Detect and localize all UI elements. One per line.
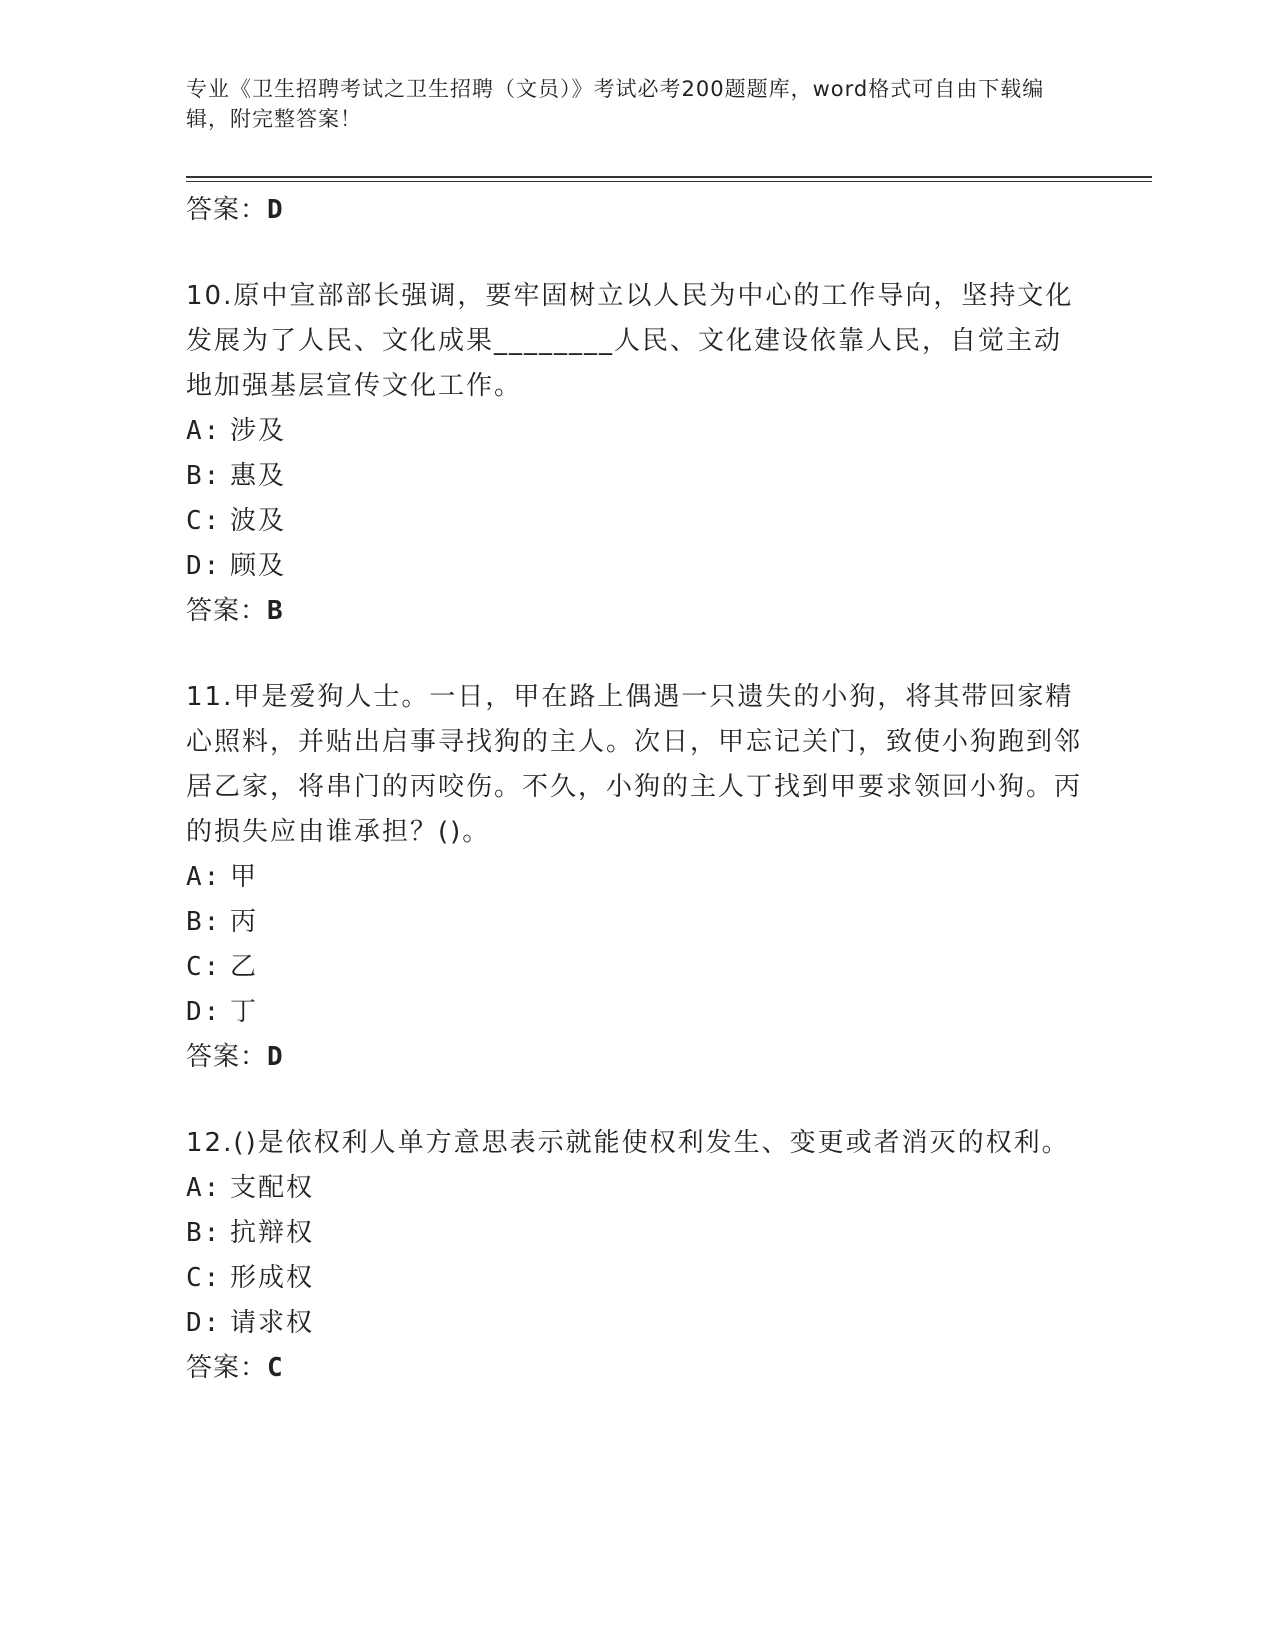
answer-label: 答案： (186, 195, 268, 225)
answer-label: 答案： (186, 1353, 268, 1383)
option-text: 支配权 (230, 1173, 315, 1203)
option-text: 丁 (230, 997, 259, 1027)
question-stem: 12.()是依权利人单方意思表示就能使权利发生、变更或者消灭的权利。 (186, 1128, 1070, 1158)
option-key: C: (186, 1263, 222, 1293)
option-text: 波及 (230, 506, 287, 536)
option-text: 惠及 (230, 461, 287, 491)
question-10 (186, 274, 1086, 633)
option-key: A: (186, 1173, 222, 1203)
option-key: A: (186, 862, 222, 892)
option-text: 顾及 (230, 551, 287, 581)
answer-label: 答案： (186, 1042, 268, 1072)
option-key: D: (186, 997, 222, 1027)
question-12 (186, 1121, 1086, 1390)
question-stem: 11.甲是爱狗人士。一日，甲在路上偶遇一只遗失的小狗，将其带回家精心照料，并贴出启事寻找狗的主人。次日，甲忘记关门，致使小狗跑到邻居乙家，将串门的丙咬伤。不久，小狗的主人丁找到甲要求领回小狗。丙的损失应由谁承担？()。 (186, 682, 1083, 847)
option-text: 形成权 (230, 1263, 315, 1293)
answer-label: 答案： (186, 596, 268, 626)
option-b (186, 1211, 1086, 1256)
option-text: 丙 (230, 907, 259, 937)
option-a (186, 409, 1086, 454)
option-text: 请求权 (230, 1308, 315, 1338)
option-c (186, 1256, 1086, 1301)
question-answer (186, 1346, 1086, 1390)
question-stem: 10.原中宣部部长强调，要牢固树立以人民为中心的工作导向，坚持文化发展为了人民、文化成果________人民、文化建设依靠人民，自觉主动地加强基层宣传文化工作。 (186, 281, 1074, 401)
option-key: C: (186, 952, 222, 982)
option-text: 涉及 (230, 416, 287, 446)
option-a (186, 855, 1086, 900)
question-11 (186, 675, 1086, 1079)
answer-value: D (267, 195, 284, 225)
question-answer (186, 589, 1086, 633)
answer-value: D (267, 1042, 284, 1072)
option-d (186, 544, 1086, 589)
option-text: 抗辩权 (230, 1218, 315, 1248)
header-rule-thick (186, 176, 1152, 178)
question-list (186, 188, 1086, 1390)
option-c (186, 499, 1086, 544)
previous-answer (186, 188, 1086, 232)
option-b (186, 454, 1086, 499)
header-rule-thin (186, 181, 1152, 182)
option-d (186, 1301, 1086, 1346)
option-d (186, 990, 1086, 1035)
option-text: 乙 (230, 952, 259, 982)
option-b (186, 900, 1086, 945)
option-text: 甲 (230, 862, 259, 892)
option-key: D: (186, 551, 222, 581)
option-key: A: (186, 416, 222, 446)
option-c (186, 945, 1086, 990)
question-answer (186, 1035, 1086, 1079)
answer-value: C (267, 1353, 284, 1383)
option-a (186, 1166, 1086, 1211)
document-header: 专业《卫生招聘考试之卫生招聘（文员）》考试必考200题题库，word格式可自由下载编辑，附完整答案！ (186, 77, 1045, 131)
option-key: C: (186, 506, 222, 536)
answer-value: B (267, 596, 284, 626)
option-key: D: (186, 1308, 222, 1338)
option-key: B: (186, 907, 222, 937)
option-key: B: (186, 461, 222, 491)
option-key: B: (186, 1218, 222, 1248)
